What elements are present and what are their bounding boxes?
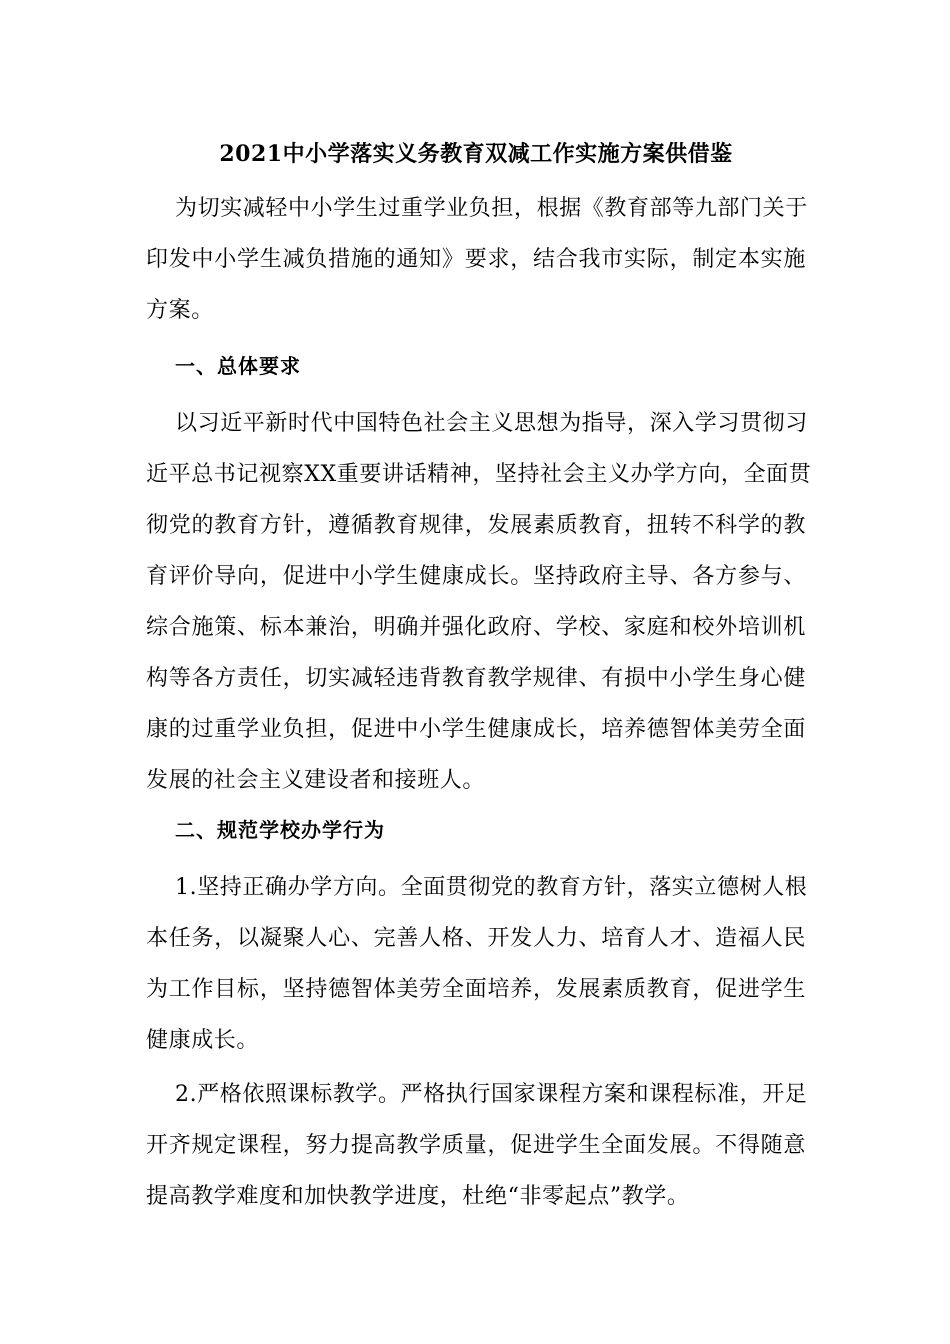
text-line: 印发中小学生减负措施的通知》要求，结合我市实际，制定本实施 (146, 247, 806, 272)
text-line: 为工作目标，坚持德智体美劳全面培养，发展素质教育，促进学生 (146, 977, 806, 1002)
text-line: 构等各方责任，切实减轻违背教育教学规律、有损中小学生身心健 (146, 666, 806, 691)
text-line: 开齐规定课程，努力提高教学质量，促进学生全面发展。不得随意 (146, 1133, 806, 1158)
document-title: 2021中小学落实义务教育双减工作实施方案供借鉴 (219, 141, 733, 167)
text-line: 1.坚持正确办学方向。全面贯彻党的教育方针，落实立德树人根 (175, 875, 808, 900)
text-line: 以习近平新时代中国特色社会主义思想为指导，深入学习贯彻习 (175, 411, 808, 436)
section-heading-general-requirements: 一、总体要求 (175, 354, 301, 378)
text-line: 彻党的教育方针，遵循教育规律，发展素质教育，扭转不科学的教 (146, 513, 806, 538)
item-1-paragraph (146, 862, 806, 1066)
text-line: 为切实减轻中小学生过重学业负担，根据《教育部等九部门关于 (175, 196, 808, 221)
text-line: 2.严格依照课标教学。严格执行国家课程方案和课程标准，开足 (175, 1082, 808, 1107)
intro-paragraph (146, 183, 806, 336)
text-line: 提高教学难度和加快教学进度，杜绝“非零起点”教学。 (146, 1184, 690, 1209)
text-line: 健康成长。 (146, 1028, 260, 1053)
text-line: 本任务，以凝聚人心、完善人格、开发人力、培育人才、造福人民 (146, 926, 806, 951)
item-2-paragraph (146, 1069, 806, 1222)
text-line: 综合施策、标本兼治，明确并强化政府、学校、家庭和校外培训机 (146, 615, 806, 640)
section-heading-school-conduct: 二、规范学校办学行为 (175, 818, 385, 842)
text-line: 发展的社会主义建设者和接班人。 (146, 768, 486, 793)
text-line: 方案。 (146, 298, 214, 323)
general-requirements-paragraph (146, 398, 812, 806)
text-line: 近平总书记视察XX重要讲话精神，坚持社会主义办学方向，全面贯 (146, 462, 812, 487)
text-line: 育评价导向，促进中小学生健康成长。坚持政府主导、各方参与、 (146, 564, 806, 589)
text-line: 康的过重学业负担，促进中小学生健康成长，培养德智体美劳全面 (146, 717, 806, 742)
